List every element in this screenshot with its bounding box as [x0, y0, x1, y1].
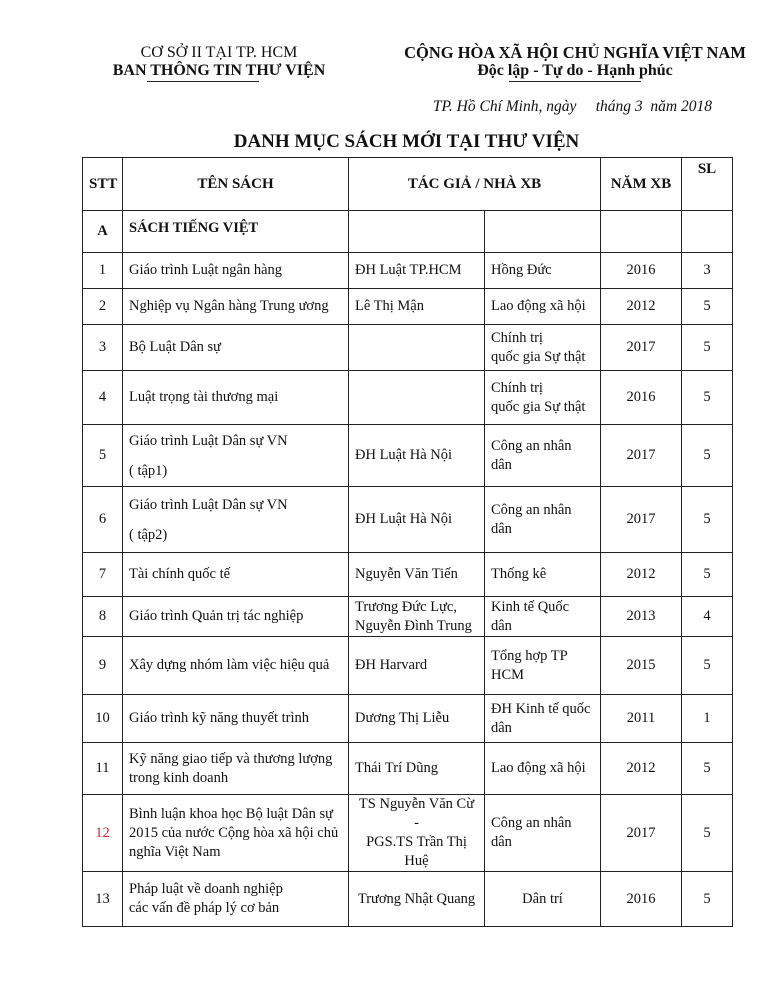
row-author: ĐH Luật Hà Nội	[349, 487, 485, 553]
row-year: 2017	[601, 425, 682, 487]
row-author: Trương Nhật Quang	[349, 872, 485, 927]
row-title: Tài chính quốc tế	[123, 553, 349, 597]
row-publisher: Tổng hợp TP HCM	[485, 637, 601, 695]
table-row	[83, 743, 733, 795]
section-label: SÁCH TIẾNG VIỆT	[123, 211, 349, 253]
row-title: Bình luận khoa học Bộ luật Dân sự 2015 của nước Cộng hòa xã hội chủ nghĩa Việt Nam	[123, 795, 349, 872]
row-stt: 12	[83, 795, 123, 872]
row-year: 2012	[601, 743, 682, 795]
motto-underline	[509, 81, 641, 82]
row-year: 2017	[601, 795, 682, 872]
table-header-row	[83, 158, 733, 211]
row-author: ĐH Luật TP.HCM	[349, 253, 485, 289]
row-title: Giáo trình Luật Dân sự VN ( tập1)	[123, 425, 349, 487]
row-stt: 5	[83, 425, 123, 487]
row-stt: 4	[83, 371, 123, 425]
empty-cell	[349, 211, 485, 253]
row-author: Thái Trí Dũng	[349, 743, 485, 795]
row-publisher: Lao động xã hội	[485, 743, 601, 795]
row-publisher: Công an nhân dân	[485, 487, 601, 553]
empty-cell	[682, 211, 733, 253]
empty-cell	[601, 211, 682, 253]
row-publisher: Lao động xã hội	[485, 289, 601, 325]
table-row	[83, 253, 733, 289]
book-list-table	[82, 157, 733, 927]
row-stt: 6	[83, 487, 123, 553]
row-publisher: Hồng Đức	[485, 253, 601, 289]
row-title: Kỹ năng giao tiếp và thương lượng trong kinh doanh	[123, 743, 349, 795]
row-stt: 13	[83, 872, 123, 927]
row-publisher: Thống kê	[485, 553, 601, 597]
row-title: Pháp luật về doanh nghiệp các vấn đề pháp lý cơ bản	[123, 872, 349, 927]
column-header-stt: STT	[83, 158, 123, 211]
row-stt: 8	[83, 597, 123, 637]
row-qty: 1	[682, 695, 733, 743]
row-stt: 9	[83, 637, 123, 695]
row-author: ĐH Luật Hà Nội	[349, 425, 485, 487]
row-publisher: Công an nhân dân	[485, 425, 601, 487]
row-stt: 10	[83, 695, 123, 743]
row-author: ĐH Harvard	[349, 637, 485, 695]
row-publisher: Chính trị quốc gia Sự thật	[485, 371, 601, 425]
row-stt: 7	[83, 553, 123, 597]
table-row	[83, 795, 733, 872]
row-author: Lê Thị Mận	[349, 289, 485, 325]
row-year: 2013	[601, 597, 682, 637]
column-header-year: NĂM XB	[601, 158, 682, 211]
row-title: Bộ Luật Dân sự	[123, 325, 349, 371]
page-title: DANH MỤC SÁCH MỚI TẠI THƯ VIỆN	[233, 131, 580, 152]
row-qty: 3	[682, 253, 733, 289]
row-year: 2016	[601, 872, 682, 927]
table-row	[83, 487, 733, 553]
row-year: 2017	[601, 487, 682, 553]
row-year: 2012	[601, 289, 682, 325]
table-row	[83, 553, 733, 597]
row-title: Nghiệp vụ Ngân hàng Trung ương	[123, 289, 349, 325]
row-publisher: Kinh tế Quốc dân	[485, 597, 601, 637]
row-publisher: Dân trí	[485, 872, 601, 927]
row-publisher: ĐH Kinh tế quốc dân	[485, 695, 601, 743]
dateline: TP. Hồ Chí Minh, ngày tháng 3 năm 2018	[432, 98, 712, 115]
row-qty: 5	[682, 553, 733, 597]
row-title: Giáo trình Quản trị tác nghiệp	[123, 597, 349, 637]
row-author: Nguyễn Văn Tiến	[349, 553, 485, 597]
row-stt: 1	[83, 253, 123, 289]
national-motto-title: CỘNG HÒA XÃ HỘI CHỦ NGHĨA VIỆT NAM	[404, 43, 746, 62]
table-row	[83, 872, 733, 927]
row-year: 2017	[601, 325, 682, 371]
row-qty: 5	[682, 371, 733, 425]
table-row	[83, 325, 733, 371]
section-stt: A	[83, 211, 123, 253]
empty-cell	[485, 211, 601, 253]
row-year: 2016	[601, 253, 682, 289]
row-year: 2011	[601, 695, 682, 743]
row-author	[349, 371, 485, 425]
row-qty: 4	[682, 597, 733, 637]
column-header-author-publisher: TÁC GIẢ / NHÀ XB	[349, 158, 601, 211]
table-row	[83, 289, 733, 325]
row-author	[349, 325, 485, 371]
table-row	[83, 597, 733, 637]
column-header-title: TÊN SÁCH	[123, 158, 349, 211]
section-row	[83, 211, 733, 253]
row-qty: 5	[682, 637, 733, 695]
row-author: TS Nguyễn Văn Cừ - PGS.TS Trần Thị Huệ	[349, 795, 485, 872]
row-qty: 5	[682, 425, 733, 487]
row-year: 2016	[601, 371, 682, 425]
org-underline	[147, 81, 259, 82]
table-row	[83, 425, 733, 487]
org-name-line2: BAN THÔNG TIN THƯ VIỆN	[112, 62, 326, 79]
row-author: Trương Đức Lực, Nguyễn Đình Trung	[349, 597, 485, 637]
row-qty: 5	[682, 743, 733, 795]
row-stt: 3	[83, 325, 123, 371]
row-title: Xây dựng nhóm làm việc hiệu quả	[123, 637, 349, 695]
row-publisher: Công an nhân dân	[485, 795, 601, 872]
org-name-line1: CƠ SỞ II TẠI TP. HCM	[140, 44, 298, 61]
table-row	[83, 371, 733, 425]
table-row	[83, 637, 733, 695]
column-header-qty: SL	[682, 158, 733, 211]
row-qty: 5	[682, 872, 733, 927]
row-qty: 5	[682, 487, 733, 553]
national-motto-subtitle: Độc lập - Tự do - Hạnh phúc	[477, 62, 673, 79]
row-publisher: Chính trị quốc gia Sự thật	[485, 325, 601, 371]
row-stt: 11	[83, 743, 123, 795]
row-year: 2015	[601, 637, 682, 695]
row-title: Giáo trình Luật ngân hàng	[123, 253, 349, 289]
row-title: Luật trọng tài thương mại	[123, 371, 349, 425]
row-author: Dương Thị Liễu	[349, 695, 485, 743]
row-qty: 5	[682, 325, 733, 371]
row-title: Giáo trình kỹ năng thuyết trình	[123, 695, 349, 743]
row-year: 2012	[601, 553, 682, 597]
row-stt: 2	[83, 289, 123, 325]
row-title: Giáo trình Luật Dân sự VN ( tập2)	[123, 487, 349, 553]
row-qty: 5	[682, 795, 733, 872]
table-row	[83, 695, 733, 743]
row-qty: 5	[682, 289, 733, 325]
